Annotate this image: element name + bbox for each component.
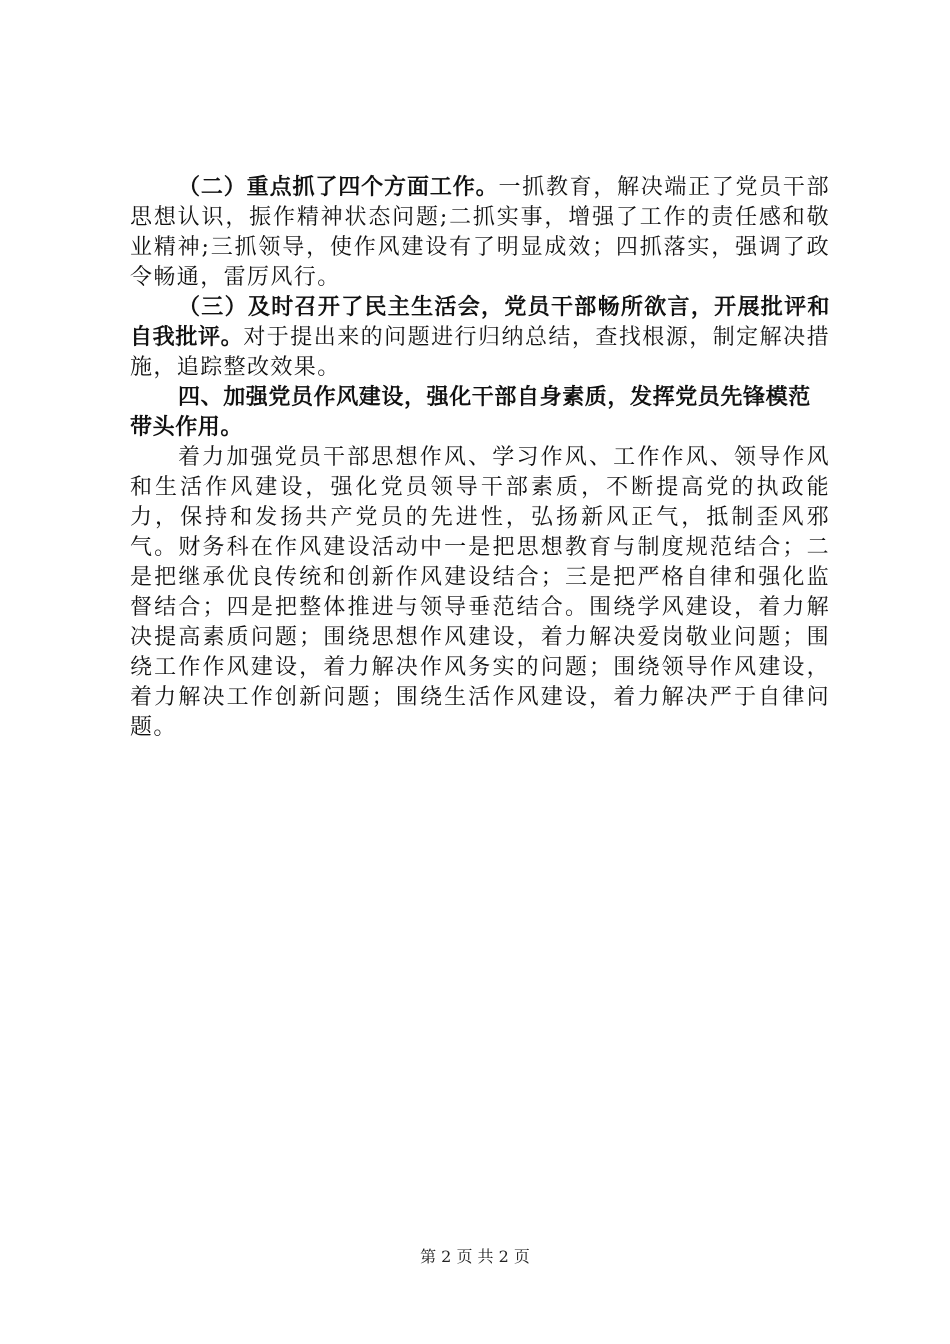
paragraph-section-2 [130, 173, 830, 293]
document-body [130, 173, 830, 743]
paragraph-lead: （二）重点抓了四个方面工作。 [178, 175, 499, 200]
paragraph-lead: （三）及时召开了民主生活会，党员干部畅所欲言，开展批评和自我批评。 [130, 295, 830, 350]
page-footer: 第 2 页 共 2 页 [420, 1247, 530, 1266]
section-heading-4: 四、加强党员作风建设，强化干部自身素质，发挥党员先锋模范带头作用。 [130, 385, 811, 440]
paragraph-section-4-body: 着力加强党员干部思想作风、学习作风、工作作风、领导作风和生活作风建设，强化党员领导干部素质，不断提高党的执政能力，保持和发扬共产党员的先进性，弘扬新风正气，抵制歪风邪气。财务科在作风建设活动中一是把思想教育与制度规范结合；二是把继承优良传统和创新作风建设结合；三是把严格自律和强化监督结合；四是把整体推进与领导垂范结合。围绕学风建设，着力解决提高素质问题；围绕思想作风建设，着力解决爱岗敬业问题；围绕工作作风建设，着力解决作风务实的问题；围绕领导作风建设，着力解决工作创新问题；围绕生活作风建设，着力解决严于自律问题。 [130, 445, 830, 740]
paragraph-text: 对于提出来的问题进行归纳总结，查找根源，制定解决措施，追踪整改效果。 [130, 325, 830, 380]
paragraph-section-3 [130, 293, 830, 383]
paragraph-text: 一抓教育，解决端正了党员干部思想认识，振作精神状态问题;二抓实事，增强了工作的责任感和敬业精神;三抓领导，使作风建设有了明显成效；四抓落实，强调了政令畅通，雷厉风行。 [130, 175, 830, 290]
